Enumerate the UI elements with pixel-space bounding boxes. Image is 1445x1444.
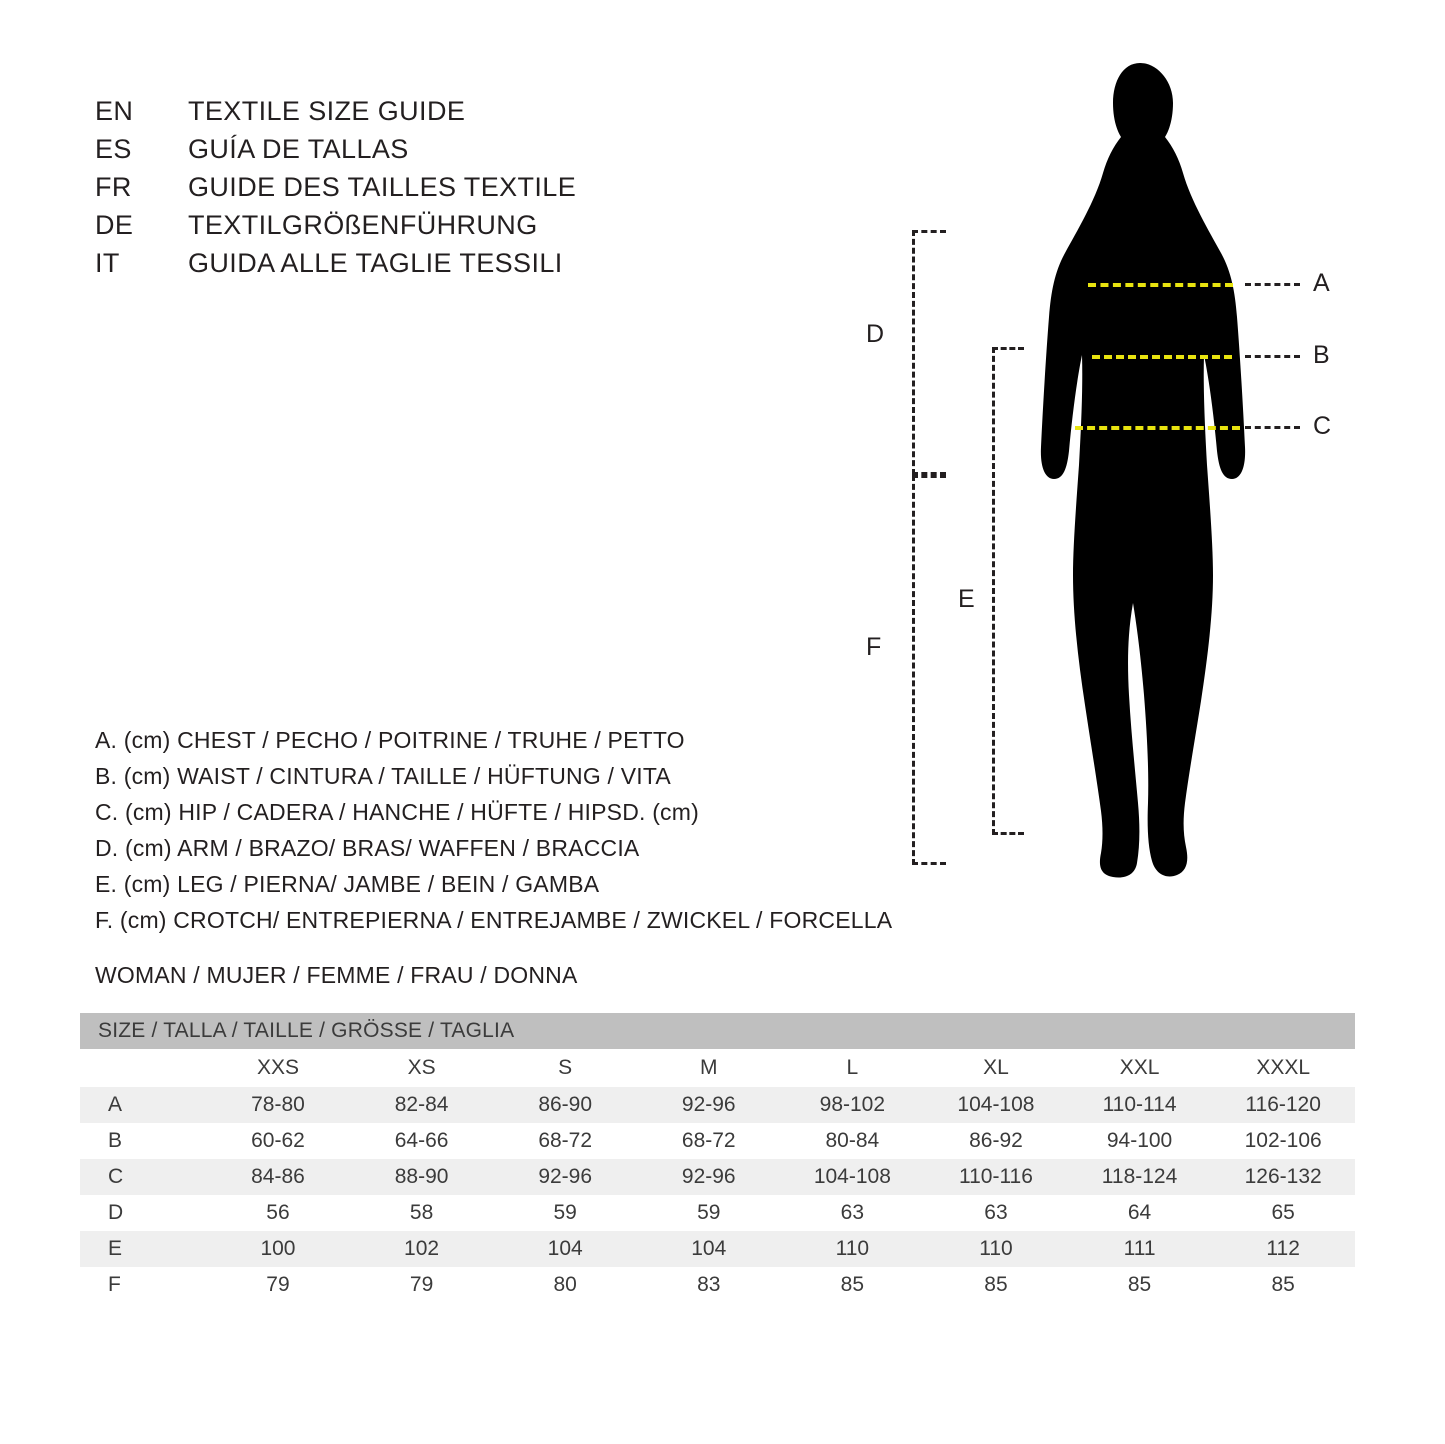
table-row	[80, 1195, 1355, 1231]
table-row	[80, 1159, 1355, 1195]
cell-e-l: 110	[781, 1231, 925, 1267]
language-code: ES	[95, 134, 132, 164]
cell-b-xxs: 60-62	[206, 1123, 350, 1159]
leg-ruler	[992, 347, 995, 835]
letter-a: A	[1313, 269, 1330, 297]
cell-c-xxl: 118-124	[1068, 1159, 1212, 1195]
table-row	[80, 1231, 1355, 1267]
cell-d-xxxl: 65	[1211, 1195, 1355, 1231]
cell-f-xxl: 85	[1068, 1267, 1212, 1303]
legend-item-b: B. (cm) WAIST / CINTURA / TAILLE / HÜFTUNG / VITA	[95, 763, 671, 789]
measurement-legend	[95, 722, 935, 938]
cell-b-xs: 64-66	[350, 1123, 494, 1159]
row-label-d: D	[80, 1195, 206, 1231]
letter-e: E	[958, 585, 975, 613]
cell-e-xl: 110	[924, 1231, 1068, 1267]
size-header-s: S	[493, 1049, 637, 1087]
cell-c-xl: 110-116	[924, 1159, 1068, 1195]
cell-e-xxl: 111	[1068, 1231, 1212, 1267]
table-row-sizes	[80, 1049, 1355, 1087]
cell-a-xl: 104-108	[924, 1087, 1068, 1123]
cell-e-xxxl: 112	[1211, 1231, 1355, 1267]
cell-a-xxxl: 116-120	[1211, 1087, 1355, 1123]
language-title: GUIDA ALLE TAGLIE TESSILI	[188, 248, 563, 278]
letter-d: D	[866, 320, 885, 348]
crotch-ruler	[912, 475, 915, 865]
language-row	[95, 244, 815, 282]
language-title: GUÍA DE TALLAS	[188, 134, 409, 164]
group-label: WOMAN / MUJER / FEMME / FRAU / DONNA	[95, 962, 578, 988]
language-title: TEXTILE SIZE GUIDE	[188, 96, 466, 126]
row-label-b: B	[80, 1123, 206, 1159]
cell-a-xxs: 78-80	[206, 1087, 350, 1123]
legend-item-c: C. (cm) HIP / CADERA / HANCHE / HÜFTE / HIPSD. (cm)	[95, 799, 699, 825]
leg-ruler-top-tick	[992, 347, 1024, 350]
cell-c-l: 104-108	[781, 1159, 925, 1195]
size-header-xl: XL	[924, 1049, 1068, 1087]
language-code: DE	[95, 210, 134, 240]
cell-a-s: 86-90	[493, 1087, 637, 1123]
language-code: FR	[95, 172, 132, 202]
cell-d-xxl: 64	[1068, 1195, 1212, 1231]
legend-item-f: F. (cm) CROTCH/ ENTREPIERNA / ENTREJAMBE / ZWICKEL / FORCELLA	[95, 907, 893, 933]
woman-silhouette	[1025, 55, 1255, 890]
cell-f-xxxl: 85	[1211, 1267, 1355, 1303]
table-row	[80, 1087, 1355, 1123]
row-label-f: F	[80, 1267, 206, 1303]
cell-e-xs: 102	[350, 1231, 494, 1267]
hip-measure-line	[1075, 426, 1240, 430]
cell-b-xxl: 94-100	[1068, 1123, 1212, 1159]
leg-ruler-bottom-tick	[992, 832, 1024, 835]
cell-b-m: 68-72	[637, 1123, 781, 1159]
arm-ruler	[912, 230, 915, 475]
cell-b-xxxl: 102-106	[1211, 1123, 1355, 1159]
size-header-xxxl: XXXL	[1211, 1049, 1355, 1087]
letter-f: F	[866, 633, 882, 661]
cell-f-l: 85	[781, 1267, 925, 1303]
waist-leader-line	[1245, 355, 1300, 358]
size-table	[80, 1013, 1355, 1303]
cell-f-m: 83	[637, 1267, 781, 1303]
letter-b: B	[1313, 341, 1330, 369]
cell-b-l: 80-84	[781, 1123, 925, 1159]
legend-item-e: E. (cm) LEG / PIERNA/ JAMBE / BEIN / GAMBA	[95, 871, 600, 897]
language-title-block	[95, 92, 815, 282]
language-row	[95, 92, 815, 130]
cell-a-m: 92-96	[637, 1087, 781, 1123]
size-row-corner	[80, 1049, 206, 1087]
cell-d-m: 59	[637, 1195, 781, 1231]
chest-measure-line	[1088, 283, 1233, 287]
hip-leader-line	[1245, 426, 1300, 429]
cell-c-xxxl: 126-132	[1211, 1159, 1355, 1195]
cell-e-xxs: 100	[206, 1231, 350, 1267]
cell-f-xs: 79	[350, 1267, 494, 1303]
language-title: GUIDE DES TAILLES TEXTILE	[188, 172, 577, 202]
size-header-l: L	[781, 1049, 925, 1087]
legend-item-a: A. (cm) CHEST / PECHO / POITRINE / TRUHE / PETTO	[95, 727, 685, 753]
size-header-m: M	[637, 1049, 781, 1087]
table-row	[80, 1267, 1355, 1303]
language-title: TEXTILGRÖßENFÜHRUNG	[188, 210, 538, 240]
cell-e-s: 104	[493, 1231, 637, 1267]
cell-c-xs: 88-90	[350, 1159, 494, 1195]
table-header-label: SIZE / TALLA / TAILLE / GRÖSSE / TAGLIA	[80, 1013, 1355, 1049]
size-header-xxs: XXS	[206, 1049, 350, 1087]
size-header-xs: XS	[350, 1049, 494, 1087]
language-row	[95, 168, 815, 206]
table-header-bar	[80, 1013, 1355, 1049]
figure-area	[830, 55, 1390, 915]
crotch-ruler-bottom-tick	[912, 862, 946, 865]
waist-measure-line	[1092, 355, 1232, 359]
cell-c-xxs: 84-86	[206, 1159, 350, 1195]
cell-c-s: 92-96	[493, 1159, 637, 1195]
arm-ruler-top-tick	[912, 230, 946, 233]
table-row	[80, 1123, 1355, 1159]
crotch-ruler-top-tick	[912, 475, 946, 478]
language-code: IT	[95, 248, 120, 278]
language-code: EN	[95, 96, 134, 126]
cell-d-xl: 63	[924, 1195, 1068, 1231]
cell-c-m: 92-96	[637, 1159, 781, 1195]
cell-f-xxs: 79	[206, 1267, 350, 1303]
cell-d-xxs: 56	[206, 1195, 350, 1231]
language-row	[95, 206, 815, 244]
language-row	[95, 130, 815, 168]
size-header-xxl: XXL	[1068, 1049, 1212, 1087]
row-label-c: C	[80, 1159, 206, 1195]
cell-d-s: 59	[493, 1195, 637, 1231]
legend-item-d: D. (cm) ARM / BRAZO/ BRAS/ WAFFEN / BRACCIA	[95, 835, 640, 861]
letter-c: C	[1313, 412, 1332, 440]
cell-b-s: 68-72	[493, 1123, 637, 1159]
cell-f-s: 80	[493, 1267, 637, 1303]
cell-d-xs: 58	[350, 1195, 494, 1231]
cell-e-m: 104	[637, 1231, 781, 1267]
cell-a-l: 98-102	[781, 1087, 925, 1123]
cell-f-xl: 85	[924, 1267, 1068, 1303]
row-label-e: E	[80, 1231, 206, 1267]
cell-a-xs: 82-84	[350, 1087, 494, 1123]
row-label-a: A	[80, 1087, 206, 1123]
cell-b-xl: 86-92	[924, 1123, 1068, 1159]
cell-d-l: 63	[781, 1195, 925, 1231]
cell-a-xxl: 110-114	[1068, 1087, 1212, 1123]
chest-leader-line	[1245, 283, 1300, 286]
